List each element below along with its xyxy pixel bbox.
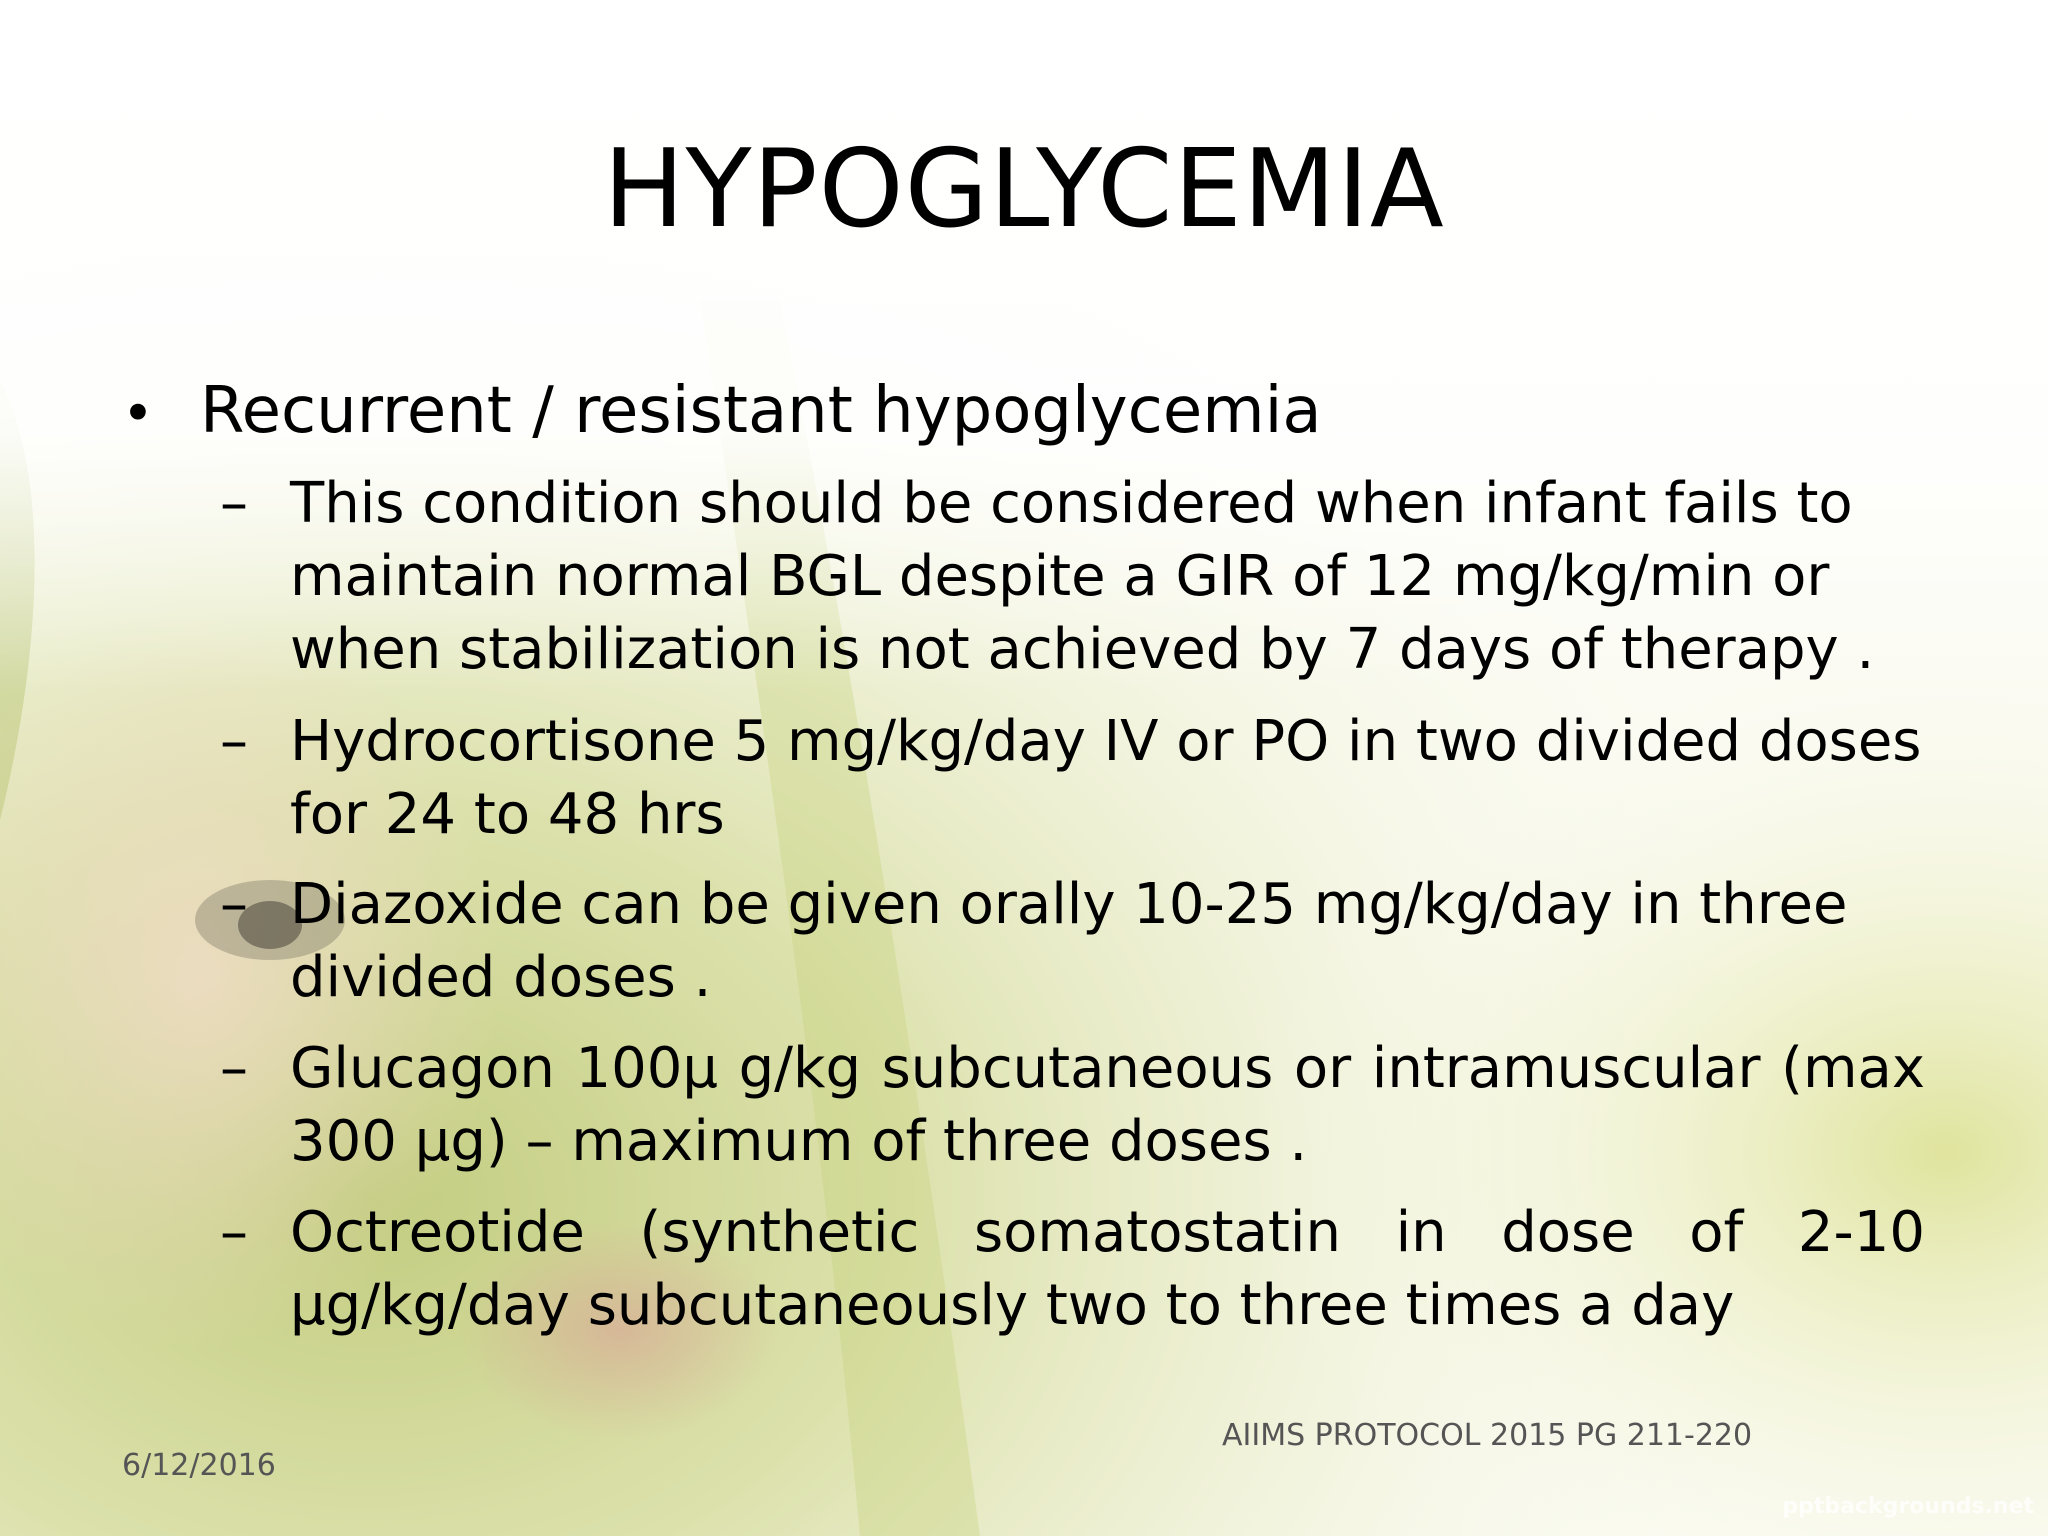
sub-item-text: This condition should be considered when infant fails to maintain normal BGL despite a GIR of 12 mg/kg/min or when stabilization is not achieved by 7 days of therapy . <box>290 471 1875 682</box>
sub-item-text: Octreotide (synthetic somatostatin in dose of 2-10 μg/kg/day subcutaneously two to three times a day <box>290 1200 1925 1338</box>
main-bullet <box>122 372 1322 453</box>
sub-item-4 <box>220 1032 1925 1178</box>
main-bullet-text: Recurrent / resistant hypoglycemia <box>200 374 1322 448</box>
watermark: pptbackgrounds.net <box>1782 1494 2034 1519</box>
dash-marker: – <box>220 1200 248 1265</box>
sub-item-1 <box>220 467 1925 686</box>
reference-footer: AIIMS PROTOCOL 2015 PG 211-220 <box>1222 1418 1753 1453</box>
dash-marker: – <box>220 471 248 536</box>
bullet-marker: • <box>122 382 154 445</box>
sub-item-text: Glucagon 100μ g/kg subcutaneous or intramuscular (max 300 μg) – maximum of three doses . <box>290 1036 1925 1174</box>
sub-item-2 <box>220 705 1925 851</box>
dash-marker: – <box>220 1036 248 1101</box>
sub-item-5 <box>220 1196 1925 1342</box>
sub-item-text: Hydrocortisone 5 mg/kg/day IV or PO in two divided doses for 24 to 48 hrs <box>290 709 1922 847</box>
sub-item-3 <box>220 868 1925 1014</box>
date-footer: 6/12/2016 <box>122 1448 276 1483</box>
sub-item-text: Diazoxide can be given orally 10-25 mg/kg/day in three divided doses . <box>290 872 1848 1010</box>
dash-marker: – <box>220 872 248 937</box>
dash-marker: – <box>220 709 248 774</box>
slide-title: HYPOGLYCEMIA <box>603 127 1445 252</box>
